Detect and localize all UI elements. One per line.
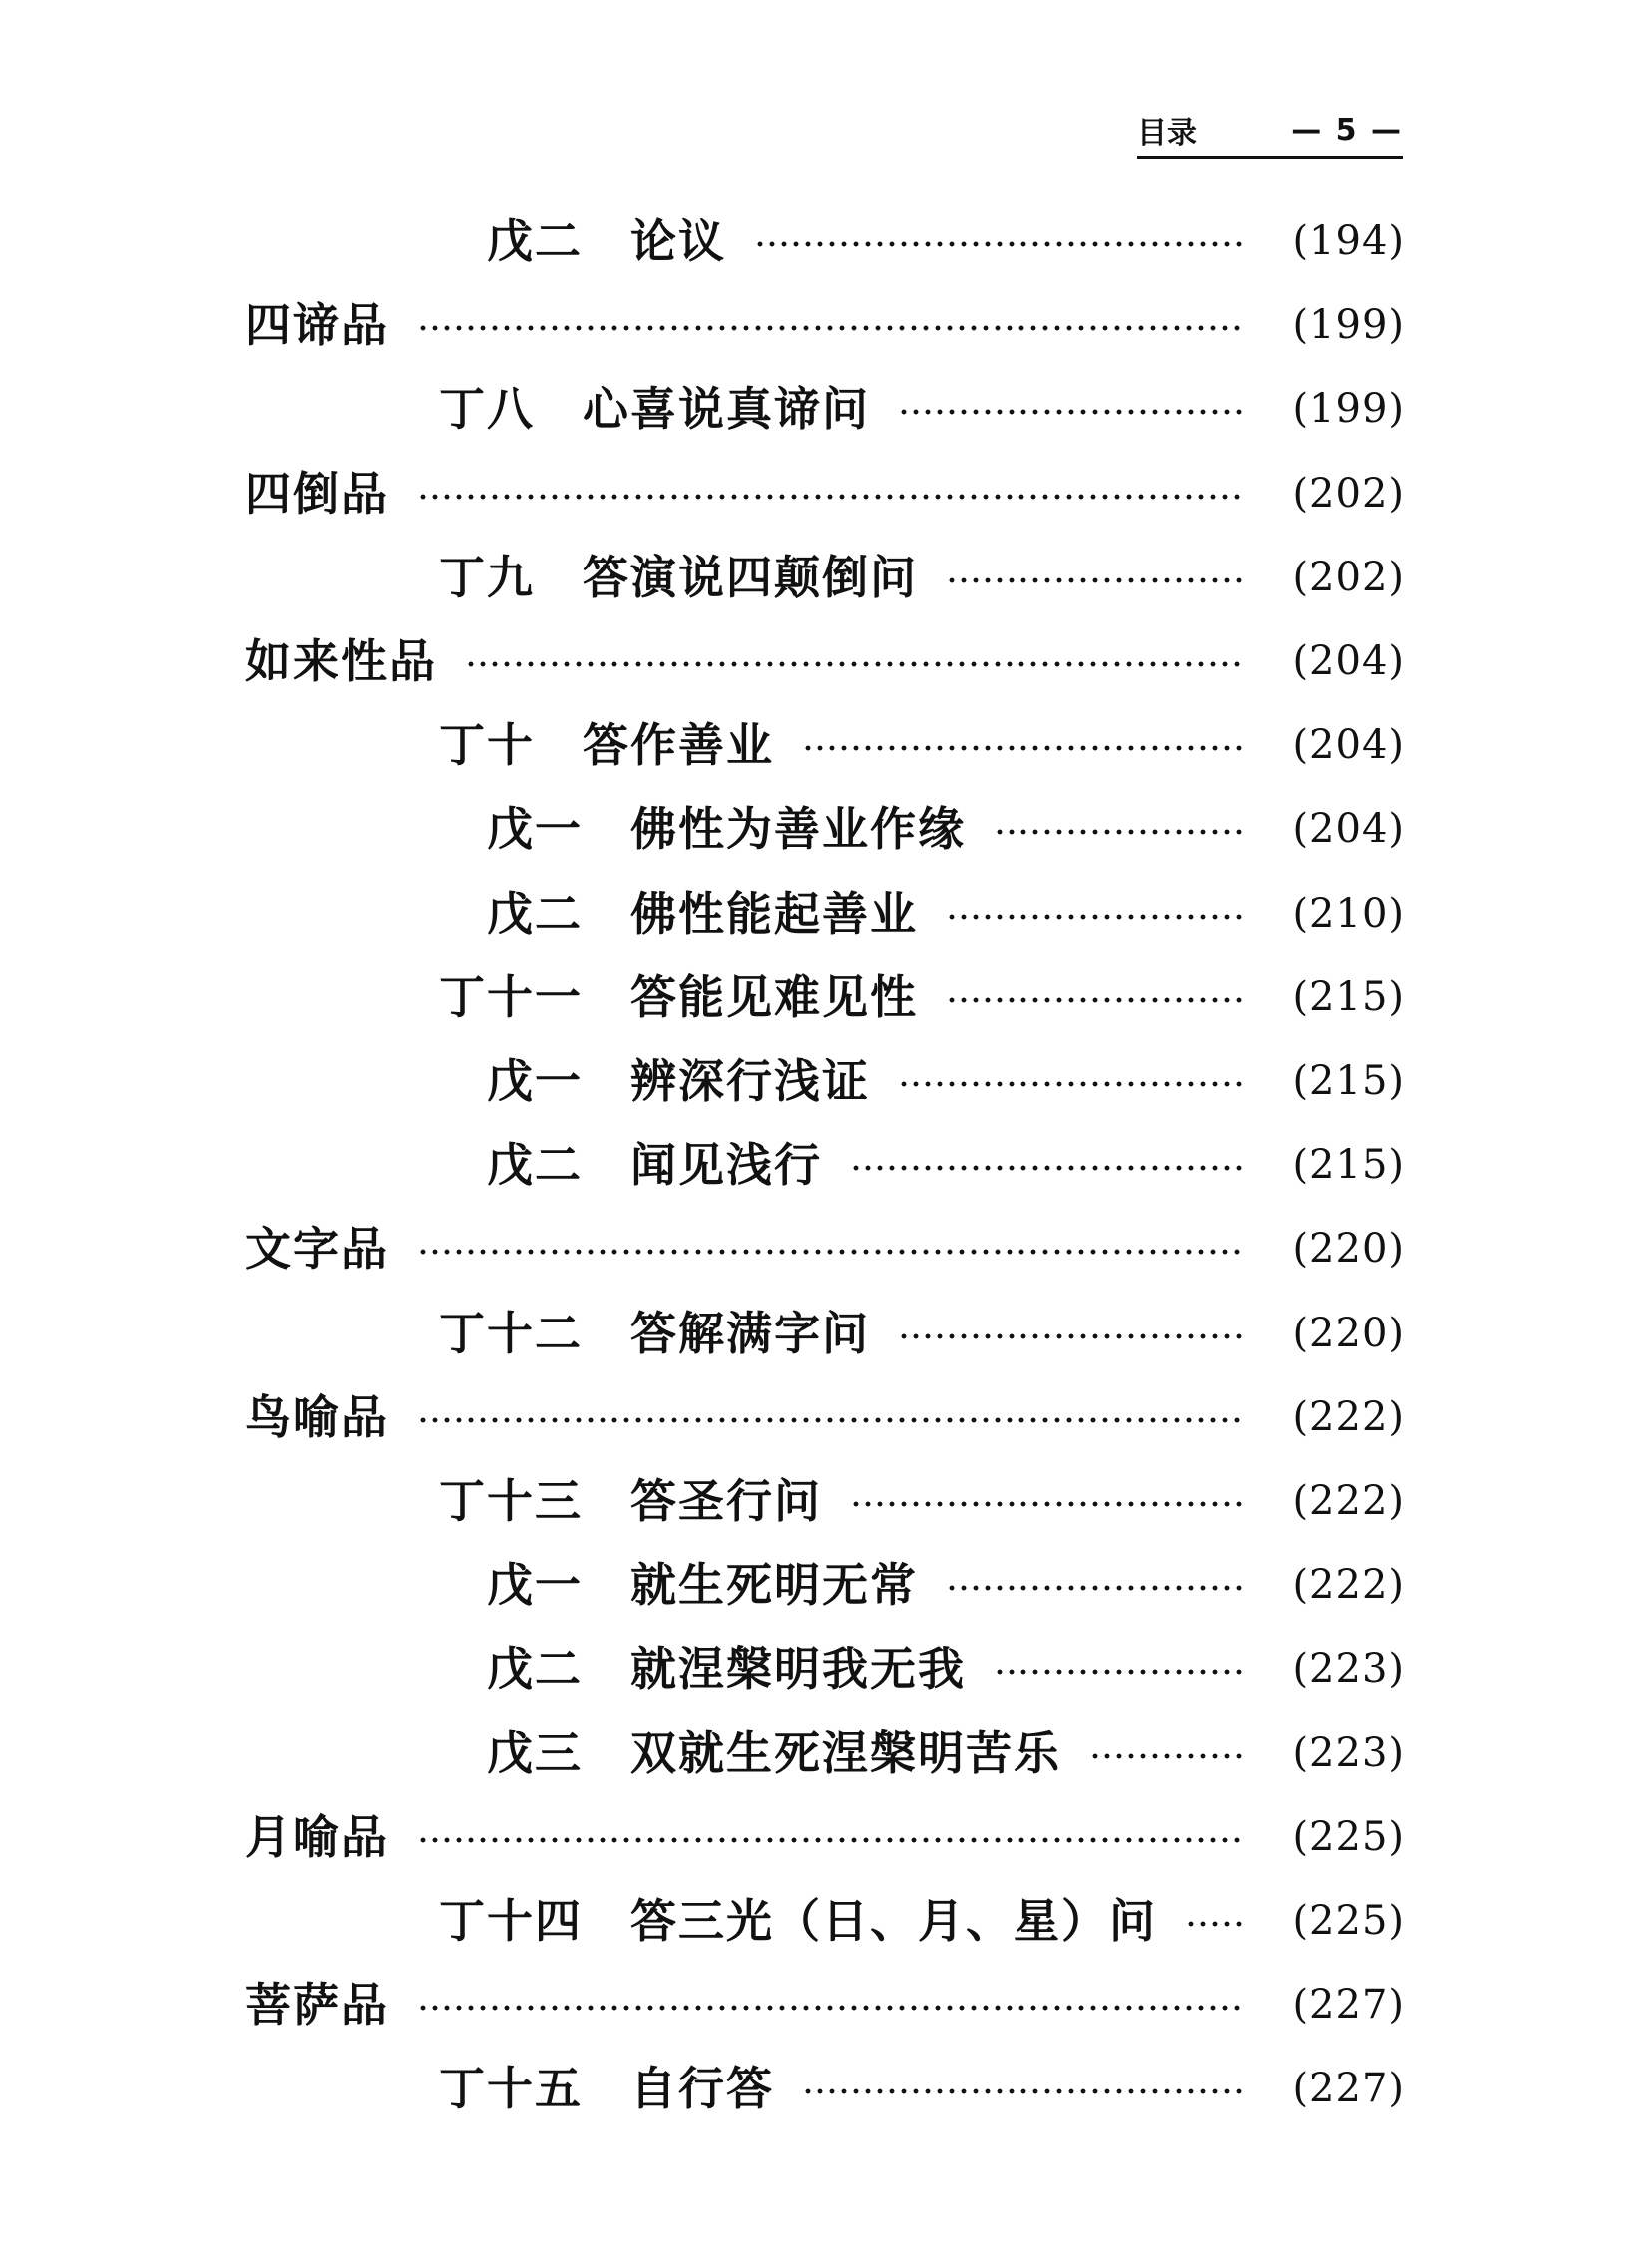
toc-entry-title xyxy=(487,884,918,944)
toc-entry-name: 佛性能起善业 xyxy=(630,887,918,941)
toc-entry xyxy=(0,1975,1628,2035)
toc-entry-name: 月喻品 xyxy=(245,1810,389,1864)
toc-entry-page: (202) xyxy=(1292,555,1405,600)
toc-entry-code: 丁十五 xyxy=(439,2062,583,2115)
dot-leader xyxy=(802,2088,1245,2094)
toc-entry-name: 菩萨品 xyxy=(245,1978,389,2032)
toc-entry xyxy=(0,715,1628,775)
toc-entry-title xyxy=(439,715,774,775)
toc-entry-code: 丁十 xyxy=(439,718,535,772)
dot-leader xyxy=(946,1585,1245,1591)
toc-entry-name: 自行答 xyxy=(630,2062,774,2115)
toc-entry-page: (215) xyxy=(1292,974,1405,1020)
toc-entry-name: 心喜说真谛问 xyxy=(583,382,870,436)
toc-entry-title xyxy=(487,1135,822,1195)
dot-leader xyxy=(850,1501,1245,1507)
toc-entry-name: 答三光（日、月、星）问 xyxy=(630,1894,1157,1948)
toc-entry-title xyxy=(439,548,918,607)
toc-entry-name: 论议 xyxy=(630,214,726,268)
toc-entry-name: 答演说四颠倒问 xyxy=(583,551,918,604)
dot-leader xyxy=(417,1417,1243,1423)
dot-leader xyxy=(417,325,1243,331)
dot-leader xyxy=(754,241,1245,247)
toc-entry-page: (227) xyxy=(1292,1982,1405,2028)
toc-entry-page: (215) xyxy=(1292,1058,1405,1104)
dot-leader xyxy=(946,914,1245,920)
toc-entry-title xyxy=(439,1304,870,1363)
dot-leader xyxy=(417,1249,1243,1255)
toc-entry xyxy=(0,884,1628,944)
toc-entry-page: (222) xyxy=(1292,1394,1405,1440)
toc-entry-page: (220) xyxy=(1292,1311,1405,1356)
toc-entry-name: 鸟喻品 xyxy=(245,1390,389,1444)
toc-entry-page: (223) xyxy=(1292,1730,1405,1776)
toc-entry xyxy=(0,1555,1628,1615)
toc-entry-name: 答作善业 xyxy=(583,718,774,772)
toc-entry-title xyxy=(439,1471,822,1531)
toc-entry-page: (204) xyxy=(1292,638,1405,684)
toc-entry-code: 丁十三 xyxy=(439,1474,583,1528)
dot-leader xyxy=(946,577,1245,583)
toc-entry-page: (215) xyxy=(1292,1142,1405,1188)
toc-entry-code: 戊二 xyxy=(487,887,583,941)
toc-entry-code: 戊一 xyxy=(487,1558,583,1612)
toc-entry-code: 戊二 xyxy=(487,214,583,268)
toc-entry-name: 佛性为善业作缘 xyxy=(630,802,966,856)
toc-entry-title xyxy=(487,211,726,271)
toc-entry xyxy=(0,799,1628,859)
toc-entry-page: (204) xyxy=(1292,722,1405,768)
toc-entry xyxy=(0,1304,1628,1363)
toc-entry xyxy=(0,1723,1628,1783)
toc-entry-page: (194) xyxy=(1292,218,1405,264)
toc-entry-name: 四倒品 xyxy=(245,467,389,521)
toc-entry-code: 丁八 xyxy=(439,382,535,436)
toc-entry-name: 答能见难见性 xyxy=(630,970,918,1024)
toc-entry-title xyxy=(245,1807,389,1867)
toc-entry-page: (220) xyxy=(1292,1226,1405,1272)
toc-entry-page: (223) xyxy=(1292,1646,1405,1692)
toc-entry xyxy=(0,1051,1628,1111)
toc-entry-name: 双就生死涅槃明苦乐 xyxy=(630,1726,1061,1780)
toc-entry-title xyxy=(245,631,437,691)
toc-entry-page: (210) xyxy=(1292,891,1405,937)
toc-entry xyxy=(0,1219,1628,1279)
dot-leader xyxy=(994,1669,1245,1675)
dot-leader xyxy=(994,829,1245,835)
toc-entry xyxy=(0,1807,1628,1867)
toc-entry-name: 答圣行问 xyxy=(630,1474,822,1528)
toc-entry-title xyxy=(245,1219,389,1279)
toc-entry-title xyxy=(439,2059,774,2118)
toc-entry-code: 丁十一 xyxy=(439,970,583,1024)
toc-entry-title xyxy=(245,295,389,355)
toc-entry-code: 丁九 xyxy=(439,551,535,604)
toc-entry-title xyxy=(487,799,966,859)
toc-entry-title xyxy=(245,1975,389,2035)
dot-leader xyxy=(898,409,1245,415)
toc-entry-title xyxy=(439,967,918,1027)
toc-entry-title xyxy=(487,1723,1061,1783)
toc-entry-code: 戊三 xyxy=(487,1726,583,1780)
toc-entry xyxy=(0,211,1628,271)
toc-entry-title xyxy=(245,464,389,524)
header-section-title: 目录 xyxy=(1137,116,1197,151)
toc-entry-title xyxy=(487,1639,966,1699)
toc-entry-name: 如来性品 xyxy=(245,634,437,688)
toc-entry-title xyxy=(487,1051,870,1111)
dot-leader xyxy=(417,2005,1243,2011)
toc-entry xyxy=(0,1387,1628,1447)
toc-entry-page: (199) xyxy=(1292,386,1405,432)
toc-entry xyxy=(0,1471,1628,1531)
dot-leader xyxy=(1185,1921,1245,1927)
toc-entry xyxy=(0,1891,1628,1951)
dot-leader xyxy=(850,1165,1245,1171)
toc-entry-name: 四谛品 xyxy=(245,298,389,352)
toc-entry-page: (204) xyxy=(1292,806,1405,852)
toc-entry-page: (222) xyxy=(1292,1562,1405,1608)
toc-entry-page: (225) xyxy=(1292,1814,1405,1860)
toc-entry-code: 戊一 xyxy=(487,802,583,856)
toc-entry-page: (227) xyxy=(1292,2066,1405,2111)
toc-entry xyxy=(0,295,1628,355)
dot-leader xyxy=(898,1081,1245,1087)
dot-leader xyxy=(417,494,1243,500)
toc-entry-name: 答解满字问 xyxy=(630,1307,870,1360)
toc-entry xyxy=(0,379,1628,439)
toc-entry-name: 辨深行浅证 xyxy=(630,1054,870,1108)
toc-entry-page: (222) xyxy=(1292,1478,1405,1524)
toc-entry-page: (225) xyxy=(1292,1898,1405,1944)
dot-leader xyxy=(898,1333,1245,1339)
toc-entry-code: 戊二 xyxy=(487,1138,583,1192)
toc-entry xyxy=(0,1135,1628,1195)
toc-entry-name: 就生死明无常 xyxy=(630,1558,918,1612)
toc-entry-title xyxy=(245,1387,389,1447)
toc-entry-code: 戊一 xyxy=(487,1054,583,1108)
dot-leader xyxy=(946,997,1245,1003)
toc-entry xyxy=(0,1639,1628,1699)
toc-entry-page: (199) xyxy=(1292,302,1405,348)
toc-entry xyxy=(0,631,1628,691)
toc-entry-code: 戊二 xyxy=(487,1642,583,1696)
toc-entry-title xyxy=(439,1891,1157,1951)
toc-entry xyxy=(0,464,1628,524)
toc-entry-code: 丁十四 xyxy=(439,1894,583,1948)
dot-leader xyxy=(465,661,1243,667)
toc-entry-page: (202) xyxy=(1292,471,1405,517)
dot-leader xyxy=(802,745,1245,751)
toc-entry xyxy=(0,548,1628,607)
dot-leader xyxy=(417,1837,1243,1843)
dot-leader xyxy=(1089,1753,1245,1759)
toc-entry-title xyxy=(487,1555,918,1615)
toc-entry xyxy=(0,967,1628,1027)
toc-entry-name: 闻见浅行 xyxy=(630,1138,822,1192)
header-page-number: — 5 — xyxy=(1291,112,1403,148)
toc-entry xyxy=(0,2059,1628,2118)
toc-entry-code: 丁十二 xyxy=(439,1307,583,1360)
toc-entry-name: 就涅槃明我无我 xyxy=(630,1642,966,1696)
toc-entry-title xyxy=(439,379,870,439)
toc-entry-name: 文字品 xyxy=(245,1222,389,1276)
